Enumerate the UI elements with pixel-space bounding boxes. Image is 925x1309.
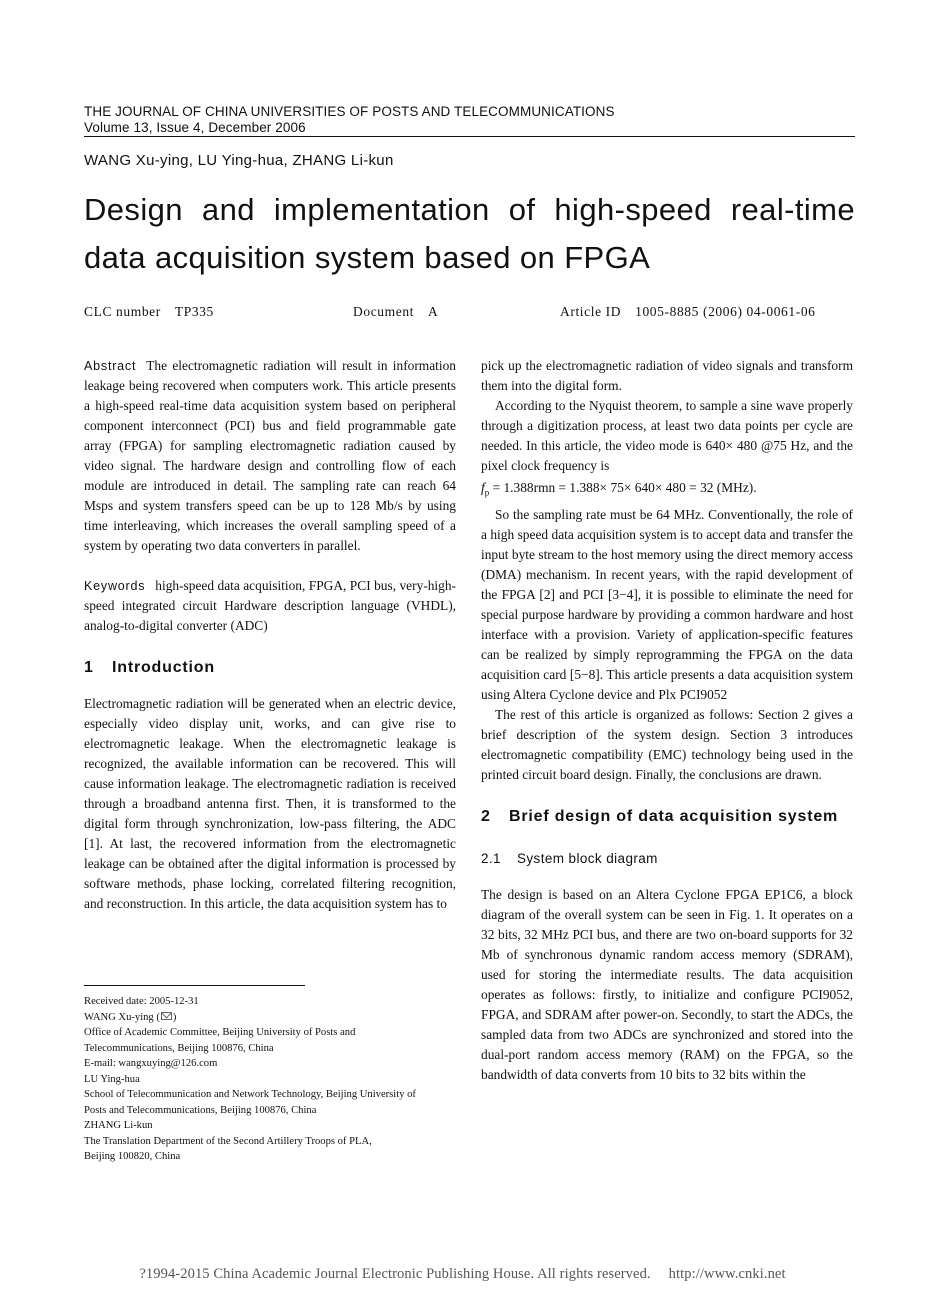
intro-paragraph-1: Electromagnetic radiation will be generated when an electric device, especially video display unit, works, and can give rise to electromagnetic leakage. When the electromagnetic leakage is recognized, the available information can be recovered. This will cause information leakage. The electromagnetic radiation is received through a broadband antenna first. Then, it is transformed to the digital form through synchronization, low-pass filtering, the ADC [1]. At last, the recovered information from the electromagnetic leakage can be obtained after the digital information is processed by software methods, phase locking, correlated filtering recognition, and reconstruction. In this article, the data acquisition system has to [84,696,456,911]
author-1-close: ) [172,1011,177,1023]
affiliation-3a: The Translation Department of the Second Artillery Troops of PLA, [84,1135,372,1147]
right-column [481,356,853,1085]
equation-symbol: f [481,480,485,495]
equation-subscript: p [484,487,490,498]
author-1-name: WANG Xu-ying ( [84,1011,160,1023]
section-2-paragraph-1: The design is based on an Altera Cyclone FPGA EP1C6, a block diagram of the overall system can be seen in Fig. 1. It operates on a 32 bits, 32 MHz PCI bus, and there are two on-board supports for 32 Mb of synchronous dynamic random access memory (SDRAM), used for storing the intermediate results. The data acquisition operates as follows: firstly, to initialize and configure PCI9052, FPGA, and SDRAM after power-on. Secondly, to start the ADCs, the sampled data from two ADCs are synchronized and stored into the dual-port random access memory (RAM) on the FPGA, so the bandwidth of data converts from 10 bits to 32 bits within the [481,886,853,1082]
author-3-note: ZHANG Li-kun [84,1120,153,1131]
abstract-label: Abstract [84,359,137,373]
section-2-number: 2 [481,807,491,825]
section-1-title: Introduction [112,659,215,676]
cnki-link[interactable]: http://www.cnki.net [668,1266,786,1282]
keywords [84,576,456,636]
article-label: Article ID [560,304,622,319]
doc-label: Document [353,304,415,319]
intro-paragraph-3: So the sampling rate must be 64 MHz. Conventionally, the role of a high speed data acquisition system is to accept data and transfer the input byte stream to the host memory using the direct memory access (DMA) mechanism. In recent years, with the rapid development of the FPGA [2] and PCI [3−4], it is possible to eliminate the need for special purpose hardware by providing a common hardware and host interface with a provision. Variety of application-specific features can be realized by simply reprogramming the FPGA on the data acquisition card [5−8]. This article presents a data acquisition system using Altera Cyclone device and Plx PCI9052 [481,506,853,702]
affiliation-2b: Posts and Telecommunications, Beijing 100876, China [84,1104,317,1116]
clc-label: CLC number [84,304,161,319]
journal-volume: Volume 13, Issue 4, December 2006 [84,120,306,135]
article-id [560,304,816,320]
journal-header [84,104,615,136]
affiliation-1a: Office of Academic Committee, Beijing University of Posts and [84,1027,356,1038]
paper-title: Design and implementation of high-speed real-time data acquisition system based on FPGA [84,192,855,275]
intro-paragraph-4: The rest of this article is organized as follows: Section 2 gives a brief description of the system design. Section 3 introduces electromagnetic compatibility (EMC) technology being used in the printed circuit board design. Finally, the conclusions are drawn. [481,706,853,782]
affiliation-1b: Telecommunications, Beijing 100876, China [84,1042,274,1054]
abstract-text: The electromagnetic radiation will result in information leakage being recovered when computers work. This article presents a high-speed real-time data acquisition system based on peripheral component interconnect (PCI) bus and field programmable gate array (FPGA) for sampling electromagnetic radiation caused by video signal. The hardware design and controlling flow of each module are introduced in detail. The sampling rate can reach 64 Msps and system transfers speed can be up to 128 Mb/s by using time interleaving, which increases the overall sampling speed of a system by operating two data converters in parallel. [84,358,456,553]
abstract [84,356,456,556]
clc-value: TP335 [174,304,214,319]
subsection-2-1-number: 2.1 [481,850,501,866]
intro-paragraph-2: According to the Nyquist theorem, to sample a sine wave properly through a digitization process, at least two data points per cycle are needed. In this article, the video mode is 640× 480 @75 Hz, and the pixel clock frequency is [481,398,853,473]
affiliation-2a: School of Telecommunication and Network Technology, Beijing University of [84,1089,416,1100]
copyright-text: ?1994-2015 China Academic Journal Electronic Publishing House. All rights reserved. [139,1266,651,1282]
authors: WANG Xu-ying, LU Ying-hua, ZHANG Li-kun [84,152,394,169]
author-1-note [84,1010,456,1026]
author-2-note: LU Ying-hua [84,1073,140,1085]
section-2-title: Brief design of data acquisition system [509,807,839,825]
journal-name: THE JOURNAL OF CHINA UNIVERSITIES OF POSTS AND TELECOMMUNICATIONS [84,104,615,119]
subsection-2-1-title: System block diagram [517,850,658,866]
section-1-number: 1 [84,659,94,676]
document-code [353,304,438,320]
doc-value: A [428,304,439,319]
envelope-icon [161,1012,172,1020]
footnotes [84,994,456,1165]
author-email: E-mail: wangxuying@126.com [84,1058,218,1069]
clc-number [84,304,214,320]
affiliation-3b: Beijing 100820, China [84,1151,181,1162]
received-date: Received date: 2005-12-31 [84,996,199,1007]
section-1-heading [84,656,456,680]
header-rule [84,136,855,137]
keywords-label: Keywords [84,579,146,593]
equation-rhs: = 1.388rmn = 1.388× 75× 640× 480 = 32 (MHz). [489,480,757,495]
keywords-text: high-speed data acquisition, FPGA, PCI bus, very-high-speed integrated circuit Hardware description language (VHDL), analog-to-digital converter (ADC) [84,578,456,633]
equation [481,478,853,503]
copyright-line [0,1266,925,1283]
section-2-heading [481,805,853,829]
subsection-2-1-heading [481,849,853,869]
article-value: 1005-8885 (2006) 04-0061-06 [635,304,816,319]
footnote-rule [84,985,305,986]
left-column [84,356,456,914]
intro-paragraph-1-continued: pick up the electromagnetic radiation of video signals and transform them into the digital form. [481,358,853,393]
